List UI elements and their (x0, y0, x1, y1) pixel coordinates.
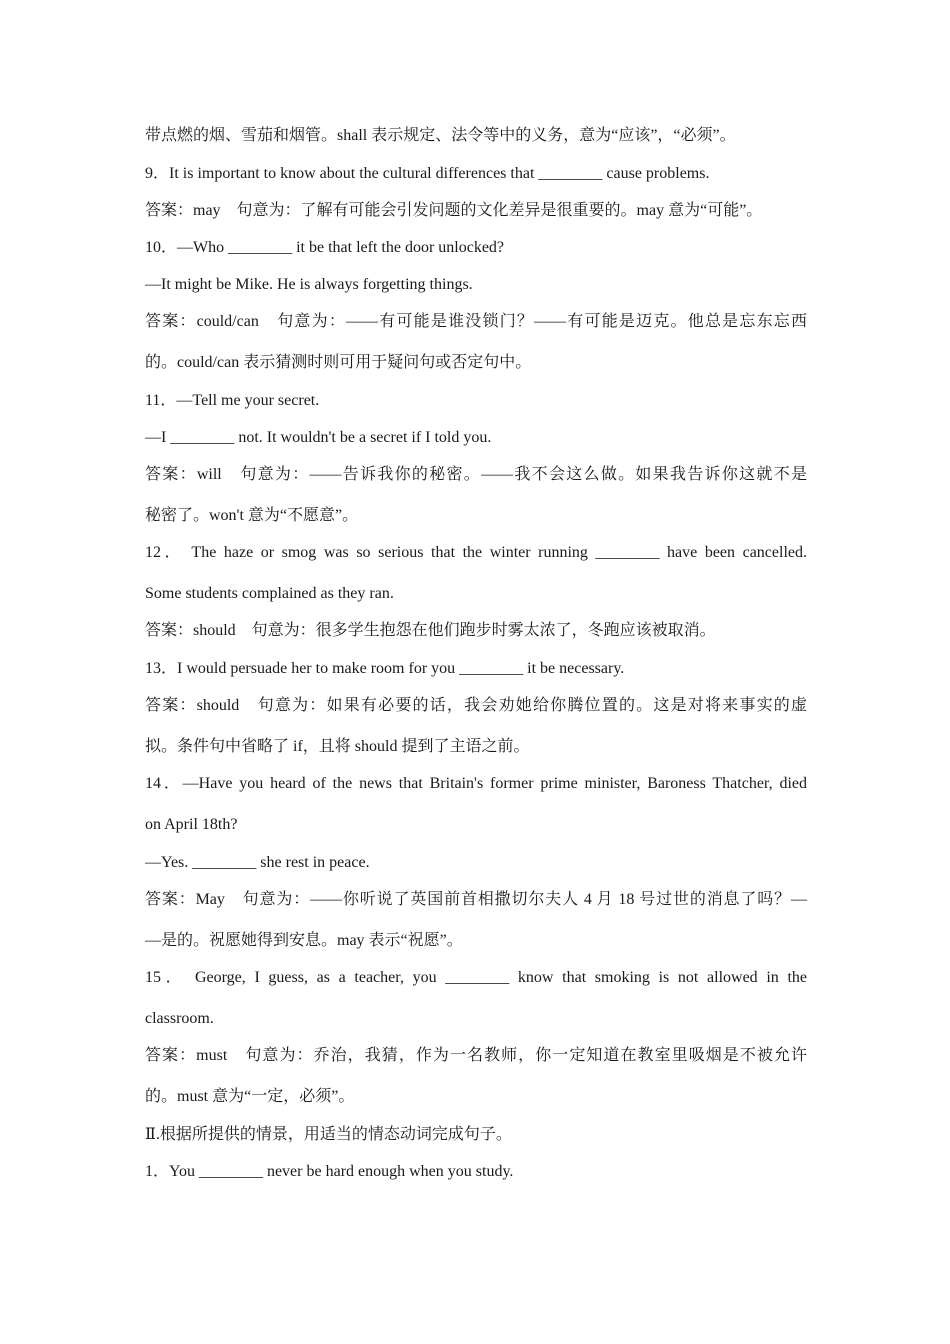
answer-15-cont: 的。must 意为“一定，必须”。 (145, 1088, 355, 1105)
question-10: 10．—Who ________ it be that left the door unlocked? (145, 239, 505, 256)
question-15: 15． George, I guess, as a teacher, you ________ know that smoking is not allowed in the (145, 969, 807, 986)
answer-13-cont: 拟。条件句中省略了 if，且将 should 提到了主语之前。 (145, 738, 530, 755)
question-14-cont: on April 18th? (145, 816, 238, 833)
question-12-cont: Some students complained as they ran. (145, 585, 394, 602)
answer-11-cont: 秘密了。won't 意为“不愿意”。 (145, 507, 359, 524)
question-9: 9．It is important to know about the cultural differences that ________ cause problems. (145, 165, 710, 182)
answer-12: 答案：should 句意为：很多学生抱怨在他们跑步时雾太浓了，冬跑应该被取消。 (145, 622, 716, 639)
answer-10: 答案：could/can 句意为：——有可能是谁没锁门？——有可能是迈克。他总是忘东忘西 (145, 313, 807, 330)
question-13: 13．I would persuade her to make room for you ________ it be necessary. (145, 660, 625, 677)
section2-question-1: 1．You ________ never be hard enough when you study. (145, 1163, 514, 1180)
answer-9: 答案：may 句意为：了解有可能会引发问题的文化差异是很重要的。may 意为“可能”。 (145, 202, 763, 219)
answer-14: 答案：May 句意为：——你听说了英国前首相撒切尔夫人 4 月 18 号过世的消息了吗？— (145, 891, 807, 908)
question-10-reply: —It might be Mike. He is always forgetting things. (145, 276, 473, 293)
answer-10-cont: 的。could/can 表示猜测时则可用于疑问句或否定句中。 (145, 354, 532, 371)
answer-15: 答案：must 句意为：乔治，我猜，作为一名教师，你一定知道在教室里吸烟是不被允许 (145, 1047, 807, 1064)
question-14-reply: —Yes. ________ she rest in peace. (145, 854, 370, 871)
question-12: 12． The haze or smog was so serious that the winter running ________ have been cancelled. (145, 544, 807, 561)
section-heading: Ⅱ.根据所提供的情景，用适当的情态动词完成句子。 (145, 1126, 512, 1143)
question-14: 14．—Have you heard of the news that Britain's former prime minister, Baroness Thatcher, died (145, 775, 807, 792)
answer-13: 答案：should 句意为：如果有必要的话，我会劝她给你腾位置的。这是对将来事实的虚 (145, 697, 807, 714)
question-11: 11．—Tell me your secret. (145, 392, 320, 409)
text-line: 带点燃的烟、雪茄和烟管。shall 表示规定、法令等中的义务，意为“应该”，“必须”。 (145, 127, 736, 144)
answer-14-cont: —是的。祝愿她得到安息。may 表示“祝愿”。 (145, 932, 463, 949)
answer-11: 答案：will 句意为：——告诉我你的秘密。——我不会这么做。如果我告诉你这就不是 (145, 466, 807, 483)
question-11-reply: —I ________ not. It wouldn't be a secret if I told you. (145, 429, 492, 446)
question-15-cont: classroom. (145, 1010, 214, 1027)
